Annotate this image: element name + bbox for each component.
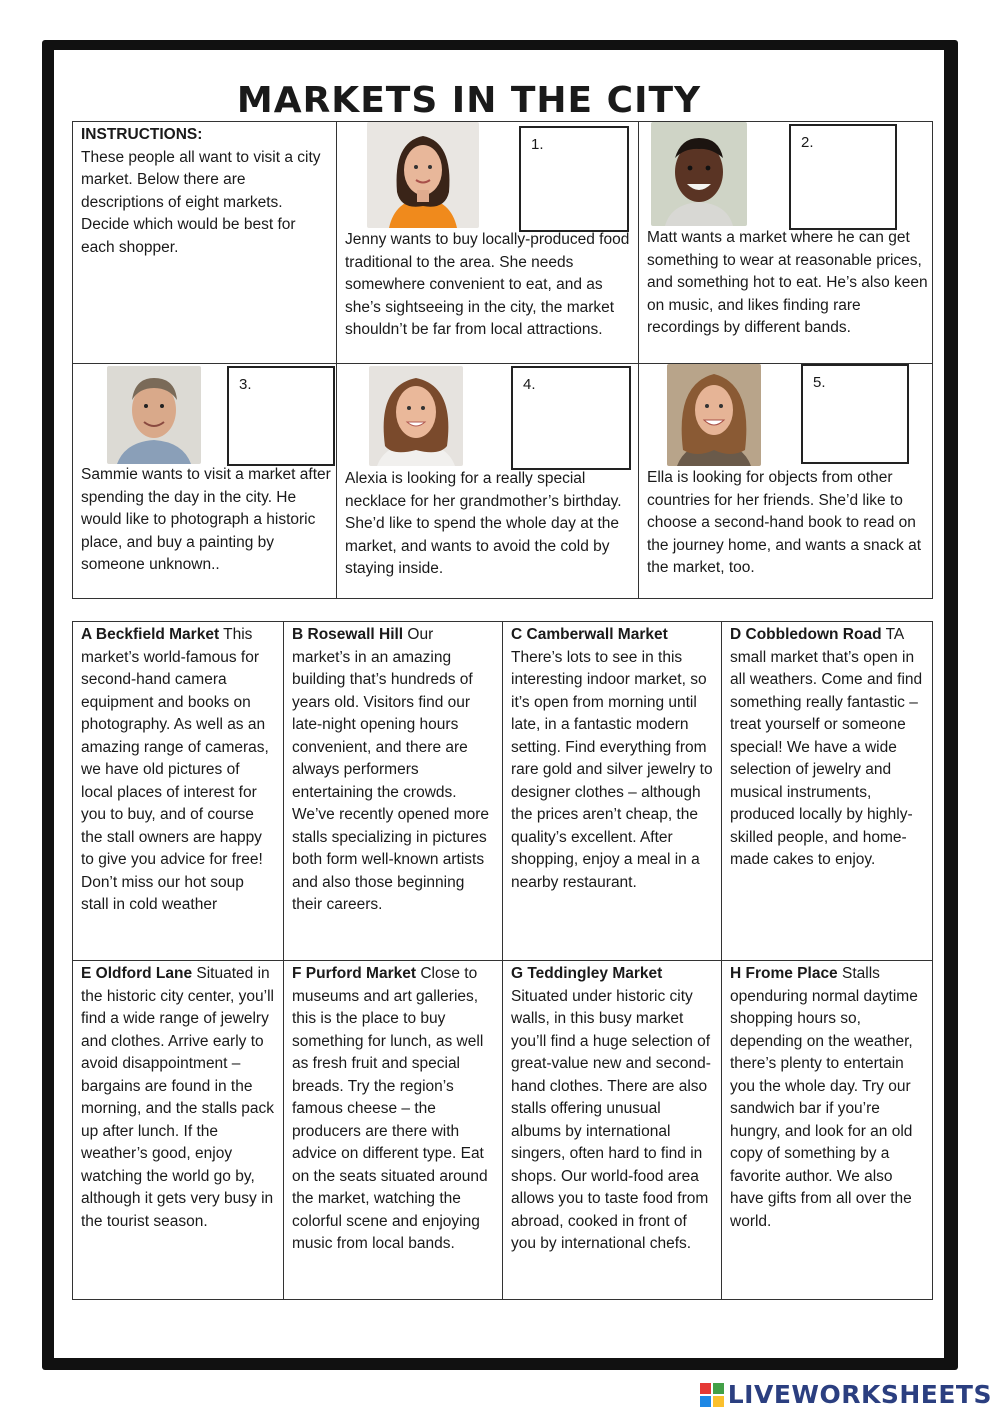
answer-box-2[interactable] [789,124,897,230]
market-description: TA small market that’s open in all weathers. Come and find something really fantastic – treat yourself or someone special! We have a wide selection of jewelry and musical instruments, produced locally by highly-skilled people, and home-made cakes to enjoy. [730,626,923,868]
market-name: E Oldford Lane [81,965,193,982]
ella-photo [667,364,761,466]
market-name: A Beckfield Market [81,626,220,643]
instructions-cell [72,121,337,364]
market-name: D Cobbledown Road [730,626,882,643]
instructions-heading: INSTRUCTIONS: [81,126,203,143]
shopper-cell-3 [72,363,337,599]
answer-number: 1. [531,136,544,153]
market-cell-c [502,621,722,961]
instructions-text: These people all want to visit a city market. Below there are descriptions of eight markets. Decide which would be best for each shopper. [81,148,321,256]
market-description: Our market’s in an amazing building that’s hundreds of years old. Visitors find our late-night opening hours convenient, and there are always performers entertaining the crowds. We’ve recently opened more stalls specializing in pictures both form well-known artists and also those beginning their careers. [292,626,490,913]
market-description: There’s lots to see in this interesting indoor market, so it’s open from morning until late, in a fantastic modern setting. Find everything from rare gold and silver jewelry to designer clothes – although the prices aren’t cheap, the quality’s excellent. After shopping, enjoy a meal in a nearby restaurant. [511,648,713,891]
jenny-photo [367,122,479,228]
market-cell-e [72,960,284,1300]
shopper-description: Ella is looking for objects from other countries for her friends. She’d like to choose a second-hand book to read on the journey home, and wants a snack at the market, too. [647,469,921,576]
answer-number: 3. [239,376,252,393]
market-name: C Camberwall Market [511,626,668,643]
market-description: This market’s world-famous for second-hand camera equipment and books on photography. As well as an amazing range of cameras, we have old pictures of local places of interest for you to buy, and of course the stall owners are happy to give you advice for free! Don’t miss our hot soup stall in cold weather [81,626,269,913]
market-description: Close to museums and art galleries, this is the place to buy something for lunch, as well as fresh fruit and special breads. Try the region’s famous cheese – the producers are there with advice on different type. Eat on the seats situated around the market, watching the colorful scene and enjoying music from local bands. [292,965,488,1252]
market-cell-h [721,960,933,1300]
market-name: H Frome Place [730,965,838,982]
market-cell-d [721,621,933,961]
answer-box-5[interactable] [801,364,909,464]
shopper-cell-1 [336,121,639,364]
market-cell-b [283,621,503,961]
logo-icon [699,1382,725,1408]
market-cell-f [283,960,503,1300]
shopper-description: Jenny wants to buy locally-produced food traditional to the area. She needs somewhere convenient to eat, and as she’s sightseeing in the city, the market shouldn’t be far from local attractions. [345,231,630,338]
answer-box-3[interactable] [227,366,335,466]
answer-box-1[interactable] [519,126,629,232]
page-title: MARKETS IN THE CITY [236,80,702,121]
answer-number: 2. [801,134,814,151]
matt-photo [651,122,747,226]
market-cell-g [502,960,722,1300]
market-description: Situated under historic city walls, in this busy market you’ll find a huge selection of great-value new and second-hand clothes. There are also stalls offering unusual albums by international singers, often hard to find in shops. Our world-food area allows you to taste food from abroad, cooked in front of you by international chefs. [511,987,711,1252]
market-name: B Rosewall Hill [292,626,404,643]
market-cell-a [72,621,284,961]
liveworksheets-logo [699,1380,992,1409]
shopper-description: Sammie wants to visit a market after spending the day in the city. He would like to photograph a historic place, and buy a painting by someone unknown.. [81,466,331,573]
shopper-description: Matt wants a market where he can get something to wear at reasonable prices, and something hot to eat. He’s also keen on music, and likes finding rare recordings by different bands. [647,229,928,336]
market-name: F Purford Market [292,965,417,982]
shopper-cell-2 [638,121,933,364]
brand-name: LIVEWORKSHEETS [727,1380,992,1409]
shopper-description: Alexia is looking for a really special necklace for her grandmother’s birthday. She’d like to spend the whole day at the market, and wants to avoid the cold by staying inside. [345,470,622,577]
shopper-cell-4 [336,363,639,599]
sammie-photo [107,366,201,464]
answer-box-4[interactable] [511,366,631,470]
answer-number: 4. [523,376,536,393]
market-description: Stalls openduring normal daytime shopping hours so, depending on the weather, there’s plenty to entertain you the whole day. Try our sandwich bar if you’re hungry, and look for an old copy of something by a favorite author. We also have gifts from all over the world. [730,965,918,1230]
shopper-cell-5 [638,363,933,599]
answer-number: 5. [813,374,826,391]
alexia-photo [369,366,463,466]
market-description: Situated in the historic city center, you’ll find a wide range of jewelry and clothes. Arrive early to avoid disappointment – bargains are found in the morning, and the stalls pack up after lunch. If the weather’s good, enjoy watching the world go by, although it gets very busy in the tourist season. [81,965,274,1230]
market-name: G Teddingley Market [511,965,663,982]
